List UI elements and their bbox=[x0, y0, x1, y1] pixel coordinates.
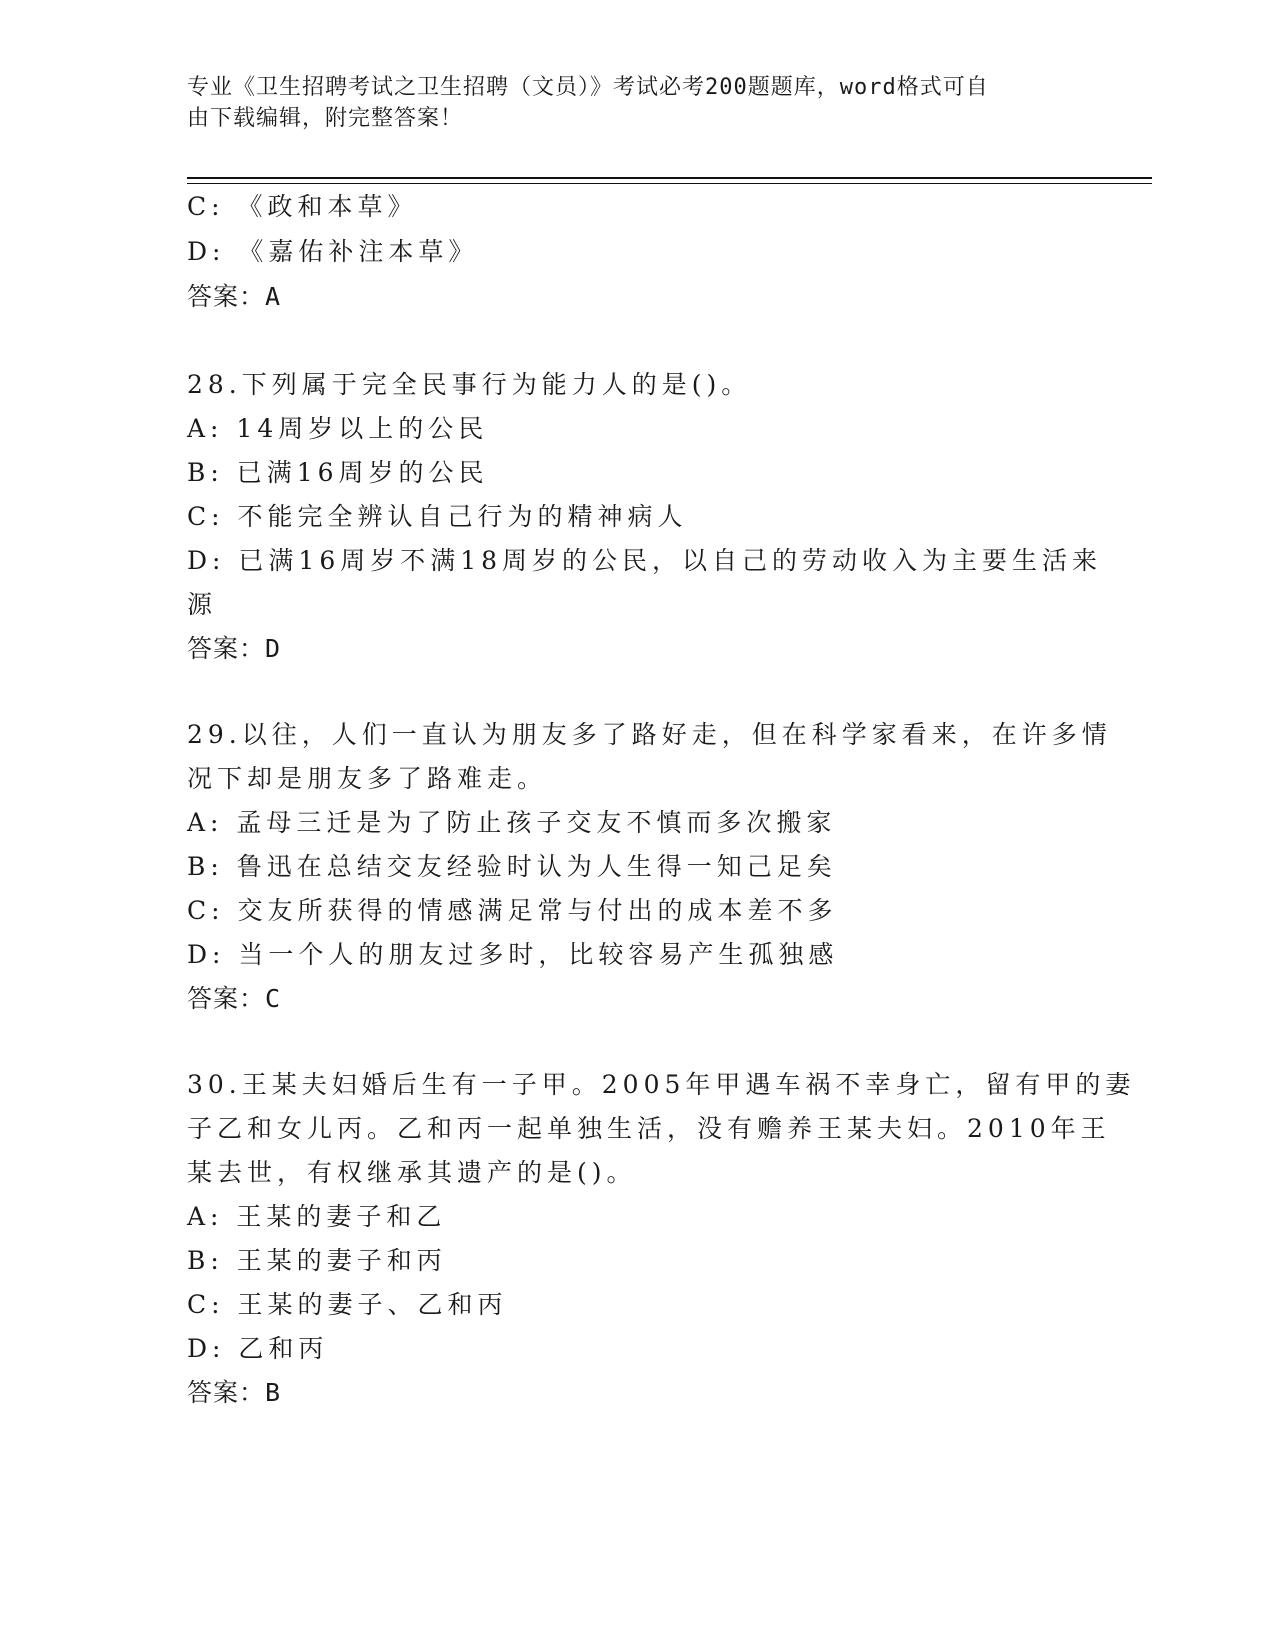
q29-stem-line-2: 况下却是朋友多了路难走。 bbox=[187, 764, 548, 793]
header-rule-thin bbox=[187, 183, 1152, 184]
q30-stem-line-2: 子乙和女儿丙。乙和丙一起单独生活，没有赡养王某夫妇。2010年王 bbox=[187, 1114, 1111, 1143]
q28-option-d-line-1: D: 已满16周岁不满18周岁的公民，以自己的劳动收入为主要生活来 bbox=[187, 546, 1103, 575]
q30-option-b: B: 王某的妻子和丙 bbox=[187, 1246, 447, 1275]
q27-answer: 答案：A bbox=[187, 282, 282, 311]
q27-option-c: C: 《政和本草》 bbox=[187, 192, 418, 221]
q30-option-d: D: 乙和丙 bbox=[187, 1334, 329, 1363]
header-line-1: 专业《卫生招聘考试之卫生招聘（文员）》考试必考200题题库，word格式可自 bbox=[187, 75, 989, 100]
q28-option-a: A: 14周岁以上的公民 bbox=[187, 414, 489, 443]
q28-stem: 28.下列属于完全民事行为能力人的是()。 bbox=[187, 370, 752, 399]
header-rule-thick bbox=[187, 177, 1152, 179]
q30-answer: 答案：B bbox=[187, 1378, 282, 1407]
q30-stem-line-1: 30.王某夫妇婚后生有一子甲。2005年甲遇车祸不幸身亡，留有甲的妻 bbox=[187, 1070, 1136, 1099]
header-line-2: 由下载编辑，附完整答案！ bbox=[187, 106, 464, 131]
q29-option-b: B: 鲁迅在总结交友经验时认为人生得一知己足矣 bbox=[187, 852, 837, 881]
q29-option-a: A: 孟母三迁是为了防止孩子交友不慎而多次搬家 bbox=[187, 808, 837, 837]
q30-stem-line-3: 某去世，有权继承其遗产的是()。 bbox=[187, 1158, 637, 1187]
q28-option-b: B: 已满16周岁的公民 bbox=[187, 458, 489, 487]
q30-option-a: A: 王某的妻子和乙 bbox=[187, 1202, 447, 1231]
q30-option-c: C: 王某的妻子、乙和丙 bbox=[187, 1290, 508, 1319]
q29-option-d: D: 当一个人的朋友过多时，比较容易产生孤独感 bbox=[187, 940, 839, 969]
q29-answer: 答案：C bbox=[187, 984, 282, 1013]
q28-option-c: C: 不能完全辨认自己行为的精神病人 bbox=[187, 502, 688, 531]
q28-answer: 答案：D bbox=[187, 634, 282, 663]
q29-stem-line-1: 29.以往，人们一直认为朋友多了路好走，但在科学家看来，在许多情 bbox=[187, 720, 1112, 749]
q27-option-d: D: 《嘉佑补注本草》 bbox=[187, 237, 479, 266]
document-header bbox=[187, 72, 1067, 134]
q28-option-d-line-2: 源 bbox=[187, 590, 218, 619]
q29-option-c: C: 交友所获得的情感满足常与付出的成本差不多 bbox=[187, 896, 838, 925]
